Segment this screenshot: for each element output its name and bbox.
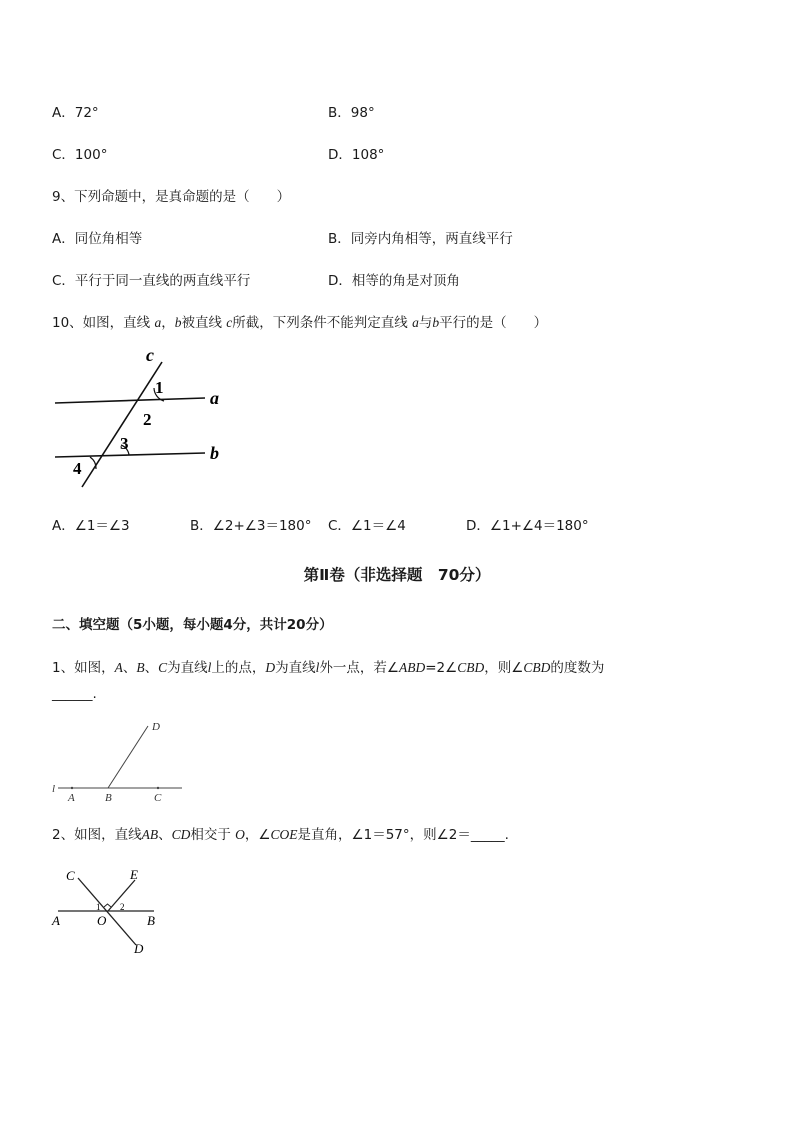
label-2: 2 xyxy=(143,410,152,429)
label-1: 1 xyxy=(96,902,101,912)
q8-option-c: C．100° xyxy=(52,147,108,163)
f1-stem: 1、如图，A、B、C为直线l上的点，D为直线l外一点，若∠ABD=2∠CBD，则∠CBD的度数为 xyxy=(52,660,605,676)
q10-option-b: B．∠2+∠3＝180° xyxy=(190,518,312,534)
q10-option-a: A．∠1＝∠3 xyxy=(52,518,130,534)
f2-stem: 2、如图，直线AB、CD相交于 O，∠COE是直角，∠1＝57°，则∠2＝_____. xyxy=(52,827,509,843)
right-angle-mark xyxy=(104,904,111,907)
label-c: C xyxy=(154,792,162,804)
q9-stem: 9、下列命题中，是真命题的是（ ） xyxy=(52,189,291,205)
label-4: 4 xyxy=(73,459,82,478)
label-a: a xyxy=(210,388,219,408)
point-c xyxy=(157,787,159,789)
line-a xyxy=(55,398,205,403)
q10-option-d: D．∠1+∠4＝180° xyxy=(466,518,589,534)
f2-figure xyxy=(50,864,170,960)
label-c: c xyxy=(146,345,154,365)
part2-title: 第Ⅱ卷（非选择题 70分） xyxy=(303,566,491,584)
q10-option-c: C．∠1＝∠4 xyxy=(328,518,406,534)
label-c: C xyxy=(66,868,75,883)
line-b xyxy=(55,453,205,457)
q8-option-d: D．108° xyxy=(328,147,385,163)
label-a: A xyxy=(52,913,60,928)
label-e: E xyxy=(130,867,138,882)
q9-option-d: D．相等的角是对顶角 xyxy=(328,273,460,289)
ray-bd xyxy=(108,726,148,788)
label-a: A xyxy=(68,792,75,804)
q8-option-a: A．72° xyxy=(52,105,99,121)
label-l: l xyxy=(52,783,56,795)
label-d: D xyxy=(152,721,160,733)
f1-blank: ______. xyxy=(52,686,97,702)
q10-figure xyxy=(50,345,230,493)
q9-option-c: C．平行于同一直线的两直线平行 xyxy=(52,273,251,289)
label-b: b xyxy=(210,443,219,463)
q10-stem: 10、如图，直线 a，b被直线 c所截，下列条件不能判定直线 a与b平行的是（ ） xyxy=(52,315,548,331)
label-2: 2 xyxy=(120,902,125,912)
label-b: B xyxy=(105,792,112,804)
q9-option-b: B．同旁内角相等，两直线平行 xyxy=(328,231,513,247)
q8-option-b: B．98° xyxy=(328,105,375,121)
label-3: 3 xyxy=(120,434,129,453)
section-heading: 二、填空题（5小题，每小题4分，共计20分） xyxy=(52,617,333,633)
label-o: O xyxy=(97,913,107,928)
f1-figure xyxy=(50,718,190,804)
q9-option-a: A．同位角相等 xyxy=(52,231,143,247)
point-a xyxy=(71,787,73,789)
label-1: 1 xyxy=(155,378,164,397)
label-b: B xyxy=(147,913,155,928)
label-d: D xyxy=(134,941,144,956)
